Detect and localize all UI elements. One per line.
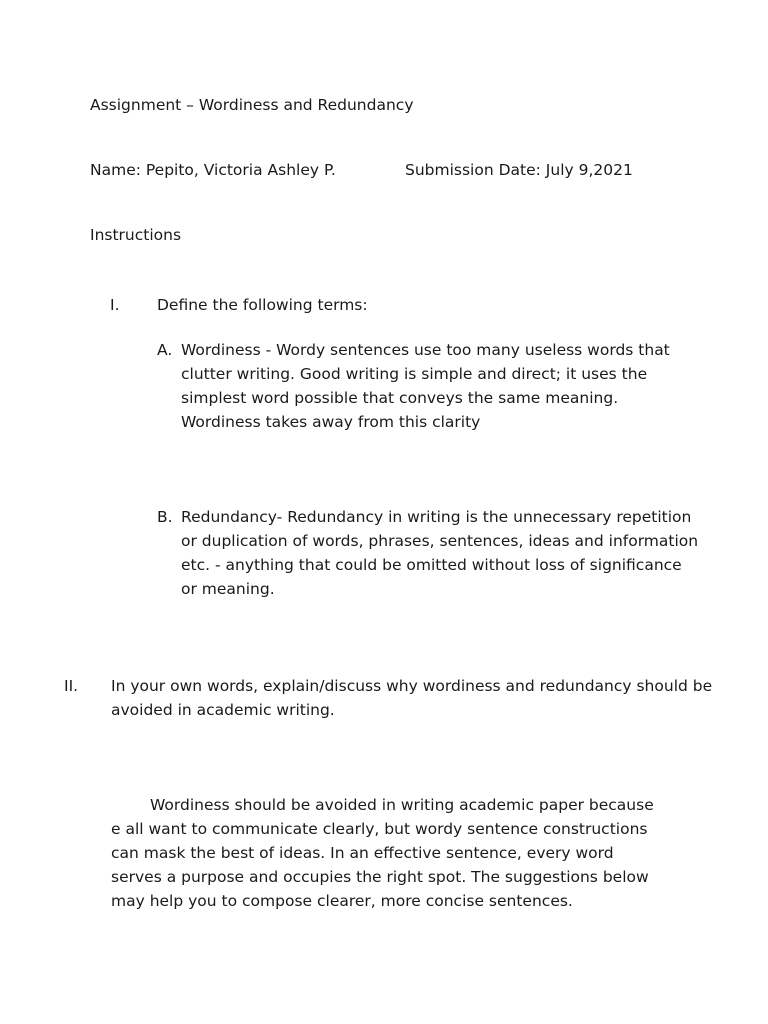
- section-two-numeral: II.: [64, 677, 79, 695]
- item-marker: B.: [157, 508, 173, 526]
- definition-text: Wordiness - Wordy sentences use too many useless words that clutter writing. Good writing is simple and direct; it uses the simplest word possible that conveys the same meaning. Wordiness takes away from this clarity: [181, 341, 670, 431]
- section-one-numeral: I.: [110, 296, 120, 314]
- student-name: Name: Pepito, Victoria Ashley P.: [90, 161, 336, 179]
- instructions-heading: Instructions: [90, 226, 182, 244]
- section-two-prompt: [64, 674, 737, 722]
- section-one-heading: Define the following terms:: [157, 296, 368, 314]
- definition-text: Redundancy- Redundancy in writing is the unnecessary repetition or duplication of words, phrases, sentences, ideas and information etc. - anything that could be omitted without loss of significance or meaning.: [181, 508, 699, 598]
- assignment-title: Assignment – Wordiness and Redundancy: [90, 96, 414, 114]
- item-marker: A.: [157, 341, 173, 359]
- submission-date: Submission Date: July 9,2021: [405, 161, 633, 179]
- definition-item-redundancy: [157, 505, 701, 601]
- answer-paragraph: Wordiness should be avoided in writing academic paper because e all want to communicate clearly, but wordy sentence constructions can mask the best of ideas. In an effective sentence, every word serves a purpose and occupies the right spot. The suggestions below may help you to compose clearer, more concise sentences.: [111, 796, 654, 910]
- section-two-heading: In your own words, explain/discuss why wordiness and redundancy should be avoided in academic writing.: [111, 677, 713, 719]
- definition-item-wordiness: [157, 338, 701, 434]
